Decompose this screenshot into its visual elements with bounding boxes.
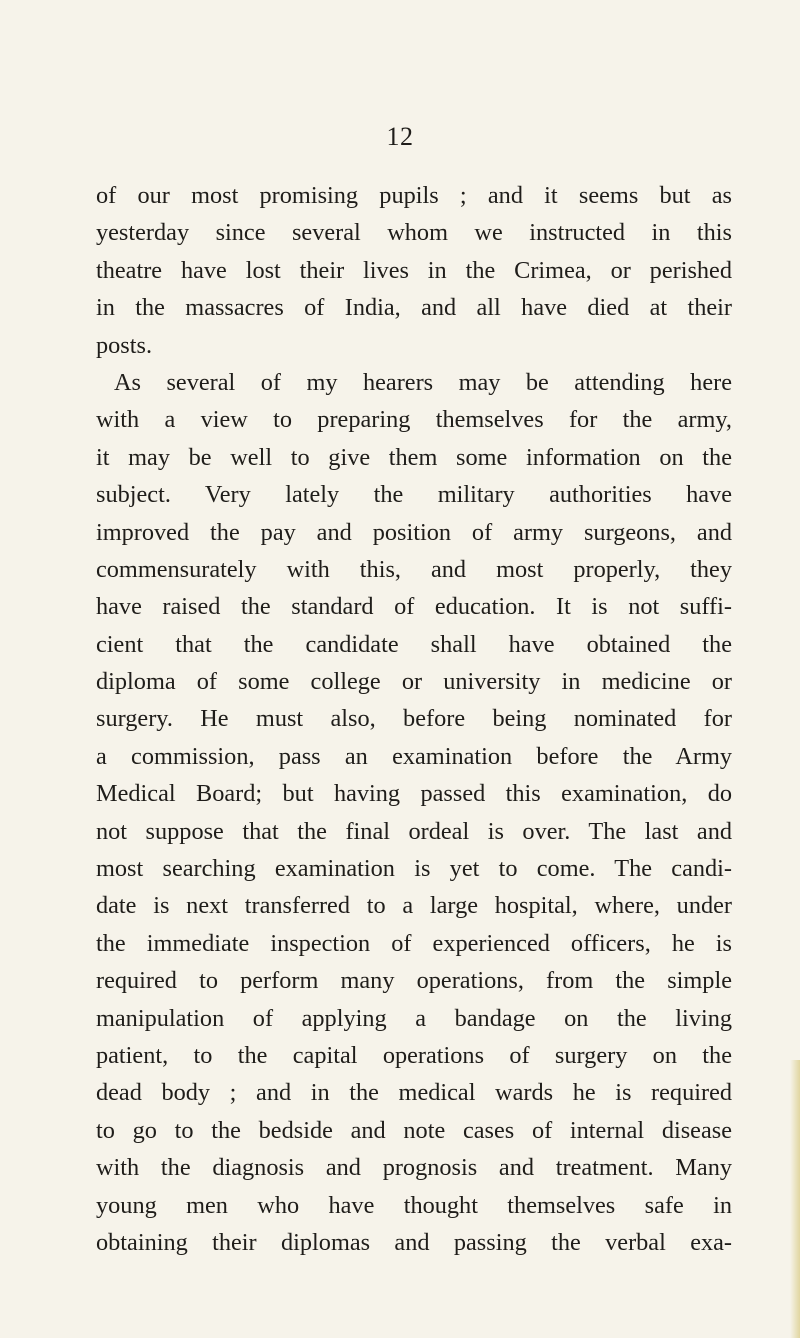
text-line: cient that the candidate shall have obtained the bbox=[96, 630, 732, 658]
text-line: yesterday since several whom we instructed in this bbox=[96, 219, 732, 247]
text-line: not suppose that the final ordeal is over. The last and bbox=[96, 817, 732, 845]
text-line: have raised the standard of education. It is not suffi- bbox=[96, 593, 732, 621]
text-line: theatre have lost their lives in the Crimea, or perished bbox=[96, 256, 732, 284]
text-line: posts. bbox=[96, 331, 153, 359]
text-line: of our most promising pupils ; and it seems but as bbox=[96, 182, 732, 209]
text-line: surgery. He must also, before being nominated for bbox=[96, 705, 732, 733]
body-text bbox=[96, 177, 732, 1261]
text-line: subject. Very lately the military authorities have bbox=[96, 481, 732, 509]
text-line: Medical Board; but having passed this examination, do bbox=[96, 780, 732, 808]
text-line: diploma of some college or university in medicine or bbox=[96, 668, 732, 696]
text-line: date is next transferred to a large hospital, where, under bbox=[96, 892, 732, 920]
text-line: to go to the bedside and note cases of internal disease bbox=[96, 1116, 732, 1144]
text-line: commensurately with this, and most properly, they bbox=[96, 555, 732, 583]
text-line: the immediate inspection of experienced officers, he is bbox=[96, 929, 732, 957]
text-line: it may be well to give them some information on the bbox=[96, 443, 732, 471]
text-line: manipulation of applying a bandage on the living bbox=[96, 1004, 732, 1032]
text-line: obtaining their diplomas and passing the verbal exa- bbox=[96, 1228, 732, 1256]
text-line: in the massacres of India, and all have died at their bbox=[96, 294, 732, 322]
text-line: young men who have thought themselves safe in bbox=[96, 1191, 732, 1219]
page-number: 12 bbox=[386, 122, 414, 151]
text-line: patient, to the capital operations of surgery on the bbox=[96, 1041, 732, 1069]
text-line: most searching examination is yet to come. The candi- bbox=[96, 855, 732, 883]
text-line: improved the pay and position of army surgeons, and bbox=[96, 518, 732, 546]
text-line: dead body ; and in the medical wards he is required bbox=[96, 1079, 732, 1107]
page-edge-shadow bbox=[790, 1060, 800, 1338]
text-line: a commission, pass an examination before the Army bbox=[96, 742, 732, 770]
text-line: with the diagnosis and prognosis and treatment. Many bbox=[96, 1154, 732, 1182]
text-line: with a view to preparing themselves for the army, bbox=[96, 406, 732, 434]
text-line: As several of my hearers may be attending here bbox=[114, 368, 732, 396]
text-line: required to perform many operations, from the simple bbox=[96, 967, 732, 995]
